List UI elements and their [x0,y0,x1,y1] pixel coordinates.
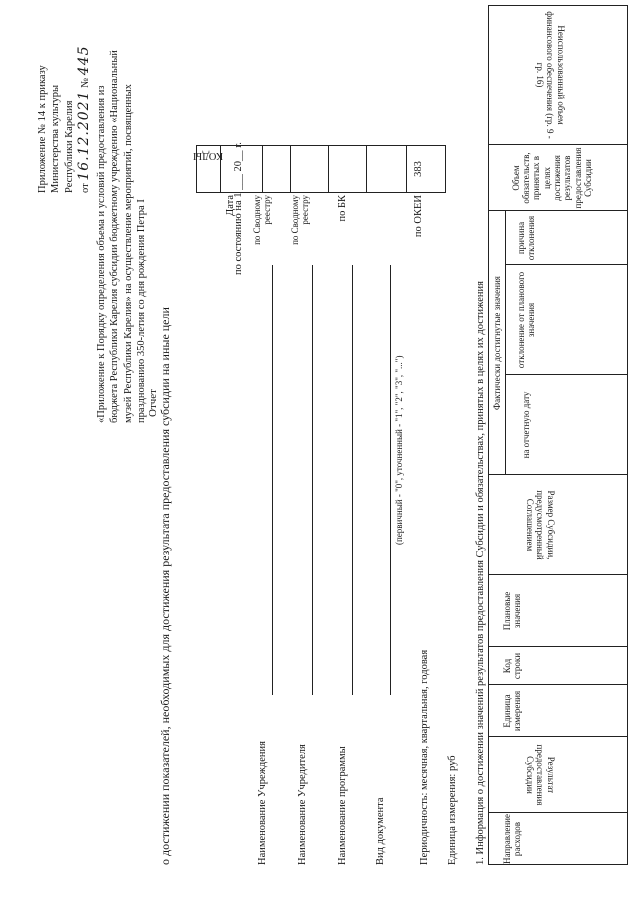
th-reason: причина отклонения [515,215,536,261]
th-code: Код строки [501,652,522,680]
unit-label: Единица измерения: руб [447,755,458,865]
code-label-register-1: по Сводному реестру [252,195,273,245]
th-unit: Единица измерения [501,690,522,732]
appendix-no: № [80,77,92,88]
field-label-institution: Наименование Учреждения [257,741,268,865]
code-label-okei: по ОКЕИ [413,195,424,238]
th-direction: Направление расходов [501,814,522,864]
intro-line-1: «Приложение к Порядку определения объема и условий предоставления из [96,85,107,423]
field-line-program[interactable] [352,265,353,695]
appendix-line-4 [76,13,94,193]
field-line-institution[interactable] [272,265,273,695]
code-label-date: Дата [225,195,236,216]
periodicity: Периодичность: месячная, квартальная, годовая [419,649,430,865]
appendix-number: 445 [76,45,93,76]
doc-type-hint: (первичный - "0", уточненный - "1", "2", "3", "...") [394,355,404,545]
th-plan: Плановые значения [501,591,522,631]
th-subsidy-size: Размер Субсидии, предусмотренный Соглашением [524,490,556,560]
codes-header [192,145,224,165]
code-label-bk: по БК [337,195,348,222]
appendix-line-2: Министерства культуры [50,84,62,193]
title-line-2: о достижении показателей, необходимых для достижения результата предоставления субсидии на иные цели [158,307,172,865]
appendix-line-1: Приложение № 14 к приказу [37,65,48,193]
title-line-1: Отчет [147,389,159,417]
th-actual: Фактически достигнутые значения [491,276,502,410]
intro-line-3: музей Республики Карелия» на осуществление мероприятий, посвященных [122,84,134,423]
th-deviation: отклонение от планового значения [515,271,536,369]
code-value-okei: 383 [413,161,424,177]
code-label-register-2: по Сводному реестру [290,195,311,245]
th-result: Результат предоставления Субсидии [524,744,556,806]
appendix-ot: от [80,183,92,193]
field-label-doc-type: Вид документа [375,797,386,865]
appendix-line-3: Республики Карелия [63,100,75,193]
field-line-founder[interactable] [312,265,313,695]
th-obligations: Объем обязательств, принятых в целях достижения результатов предоставления Субсидии [510,147,594,209]
th-on-date: на отчетную дату [520,391,531,459]
field-label-program: Наименование программы [337,746,348,865]
codes-table [196,145,446,193]
codes-header-label: КОДЫ [192,149,224,161]
intro-line-2: бюджета Республики Карелия субсидии бюджетному учреждению «Национальный [109,50,121,423]
date-line: по состоянию на 1 ___ 20__ г. [233,142,244,275]
appendix-block [36,13,94,193]
field-line-doc-type[interactable] [390,265,391,695]
field-label-founder: Наименование Учредителя [297,744,308,865]
section-1-title: 1. Информация о достижении значений результатов предоставления Субсидии и обязательствах, принятых в целях их достижения [475,281,486,865]
intro-line-4: празднованию 350-летия со дня рождения Петра I [136,199,148,423]
appendix-date: 16.12.2021 [76,90,93,181]
th-unused: Неиспользованный объем финансового обеспечения (гр. 9 - гр. 16) [534,11,566,139]
intro-paragraph [95,11,149,423]
